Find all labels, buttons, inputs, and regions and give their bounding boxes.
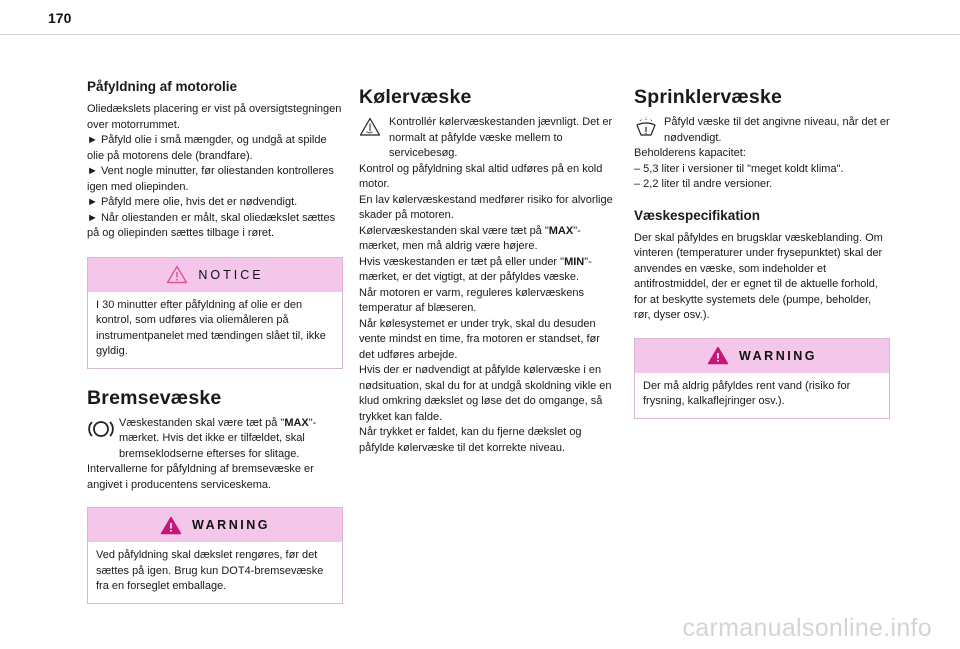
washer-warning-box [634, 338, 890, 419]
washer-capacity-label: Beholderens kapacitet: [634, 147, 746, 159]
brake-warning-text: Ved påfyldning skal dækslet rengøres, før det sættes på igen. Brug kun DOT4-bremsevæske fra en forseglet emballage. [96, 549, 324, 592]
brake-intro-pre: Væskestanden skal være tæt på " [119, 416, 285, 429]
washer-spec-text: Der skal påfyldes en brugsklar væskeblanding. Om vinteren (temperaturer under frysepunktet) skal der anvendes en væske, som indeholder et antifrostmiddel, der er egnet til de aktuelle forhold, for at beskytte systemets dele (pumpe, beholder, rør, dyser osv.). [634, 231, 883, 321]
oil-title: Påfyldning af motorolie [87, 79, 238, 94]
header-divider [0, 34, 960, 35]
coolant-p4-post: "-mærket, er det vigtigt, at der påfyldes væske. [359, 255, 592, 283]
brake-warning-box [87, 507, 343, 604]
coolant-p6: Når kølesystemet er under tryk, skal du desuden vente mindst en time, fra motoren er standset, før det udføres arbejde. [359, 317, 600, 361]
coolant-max-label: MAX [548, 224, 574, 237]
brake-warning-label: WARNING [192, 518, 270, 532]
washer-intro-text: Påfyld væske til det angivne niveau, når det er nødvendigt. [664, 116, 890, 144]
oil-step: ► Påfyld olie i små mængder, og undgå at spilde olie på motorens dele (brandfare). [87, 134, 327, 162]
notice-box [87, 257, 343, 369]
brake-fluid-icon [87, 418, 115, 440]
washer-spec-title: Væskespecifikation [634, 207, 761, 223]
oil-step: ► Når oliestanden er målt, skal oliedækslet sættes på og oliepinden sættes tilbage i røret. [87, 211, 336, 239]
coolant-p4-pre: Hvis væskestanden er tæt på eller under " [359, 255, 565, 268]
oil-paragraph: Oliedækslets placering er vist på oversigtstegningen over motorrummet. [87, 103, 342, 131]
warning-triangle-icon [166, 265, 188, 284]
coolant-p7: Hvis der er nødvendigt at påfylde kølervæske i en nødsituation, skal du for at undgå skoldning vikle en klud omkring dækslet og løse det do omgange, så trykket kan falde. [359, 364, 612, 423]
brake-max-label: MAX [284, 416, 309, 429]
page-number: 170 [48, 10, 72, 26]
coolant-p3-pre: Kølervæskestanden skal være tæt på " [359, 224, 549, 237]
brake-interval-text: Intervallerne for påfyldning af bremsevæske er angivet i producentens serviceskema. [87, 463, 314, 491]
coolant-min-label: MIN [564, 255, 585, 268]
brake-warning-header [88, 508, 342, 542]
brake-intro-post: "-mærket. Hvis det ikke er tilfældet, skal bremseklodserne efterses for slitage. [119, 416, 317, 460]
notice-text: I 30 minutter efter påfyldning af olie er den kontrol, som udføres via oliemåleren på instrumentpanelet med tændingen slået til, ikke gyldig. [96, 298, 326, 357]
washer-warning-text: Der må aldrig påfyldes rent vand (risiko for frysning, kalkaflejringer osv.). [643, 379, 851, 407]
coolant-intro [359, 115, 615, 162]
coolant-intro-text: Kontrollér kølervæskestanden jævnligt. Det er normalt at påfylde væske mellem to servicebesøg. [389, 116, 613, 159]
brake-title: Bremsevæske [87, 386, 222, 409]
column-coolant [359, 78, 615, 456]
notice-label: NOTICE [198, 267, 264, 282]
washer-fluid-icon [634, 117, 658, 137]
washer-warning-label: WARNING [739, 348, 817, 363]
notice-header [88, 258, 342, 292]
coolant-warning-icon [359, 117, 381, 137]
coolant-p3-post: "-mærket, men må aldrig være højere. [359, 224, 581, 252]
washer-capacity-2: – 2,2 liter til andre versioner. [634, 178, 773, 190]
coolant-p2: En lav kølervæskestand medfører risiko for alvorlige skader på motoren. [359, 193, 613, 221]
warning-triangle-icon [707, 346, 729, 365]
warning-triangle-icon [160, 516, 182, 535]
oil-step: ► Vent nogle minutter, før oliestanden kontrolleres igen med oliepinden. [87, 165, 334, 193]
coolant-title: Kølervæske [359, 86, 472, 108]
oil-step: ► Påfyld mere olie, hvis det er nødvendigt. [87, 196, 298, 208]
column-washer [634, 78, 890, 419]
coolant-p1: Kontrol og påfyldning skal altid udføres på en kold motor. [359, 162, 603, 190]
washer-intro [634, 115, 890, 146]
coolant-p8: Når trykket er faldet, kan du fjerne dækslet og påfylde kølervæske til det korrekte niveau. [359, 426, 582, 454]
column-oil [87, 78, 343, 604]
washer-capacity-1: – 5,3 liter i versioner til "meget koldt klima". [634, 162, 844, 175]
washer-warning-header [635, 339, 889, 373]
washer-title: Sprinklervæske [634, 86, 783, 108]
watermark: carmanualsonline.info [682, 614, 932, 642]
brake-intro [87, 416, 343, 463]
coolant-p5: Når motoren er varm, reguleres kølervæskens temperatur af blæseren. [359, 286, 584, 314]
